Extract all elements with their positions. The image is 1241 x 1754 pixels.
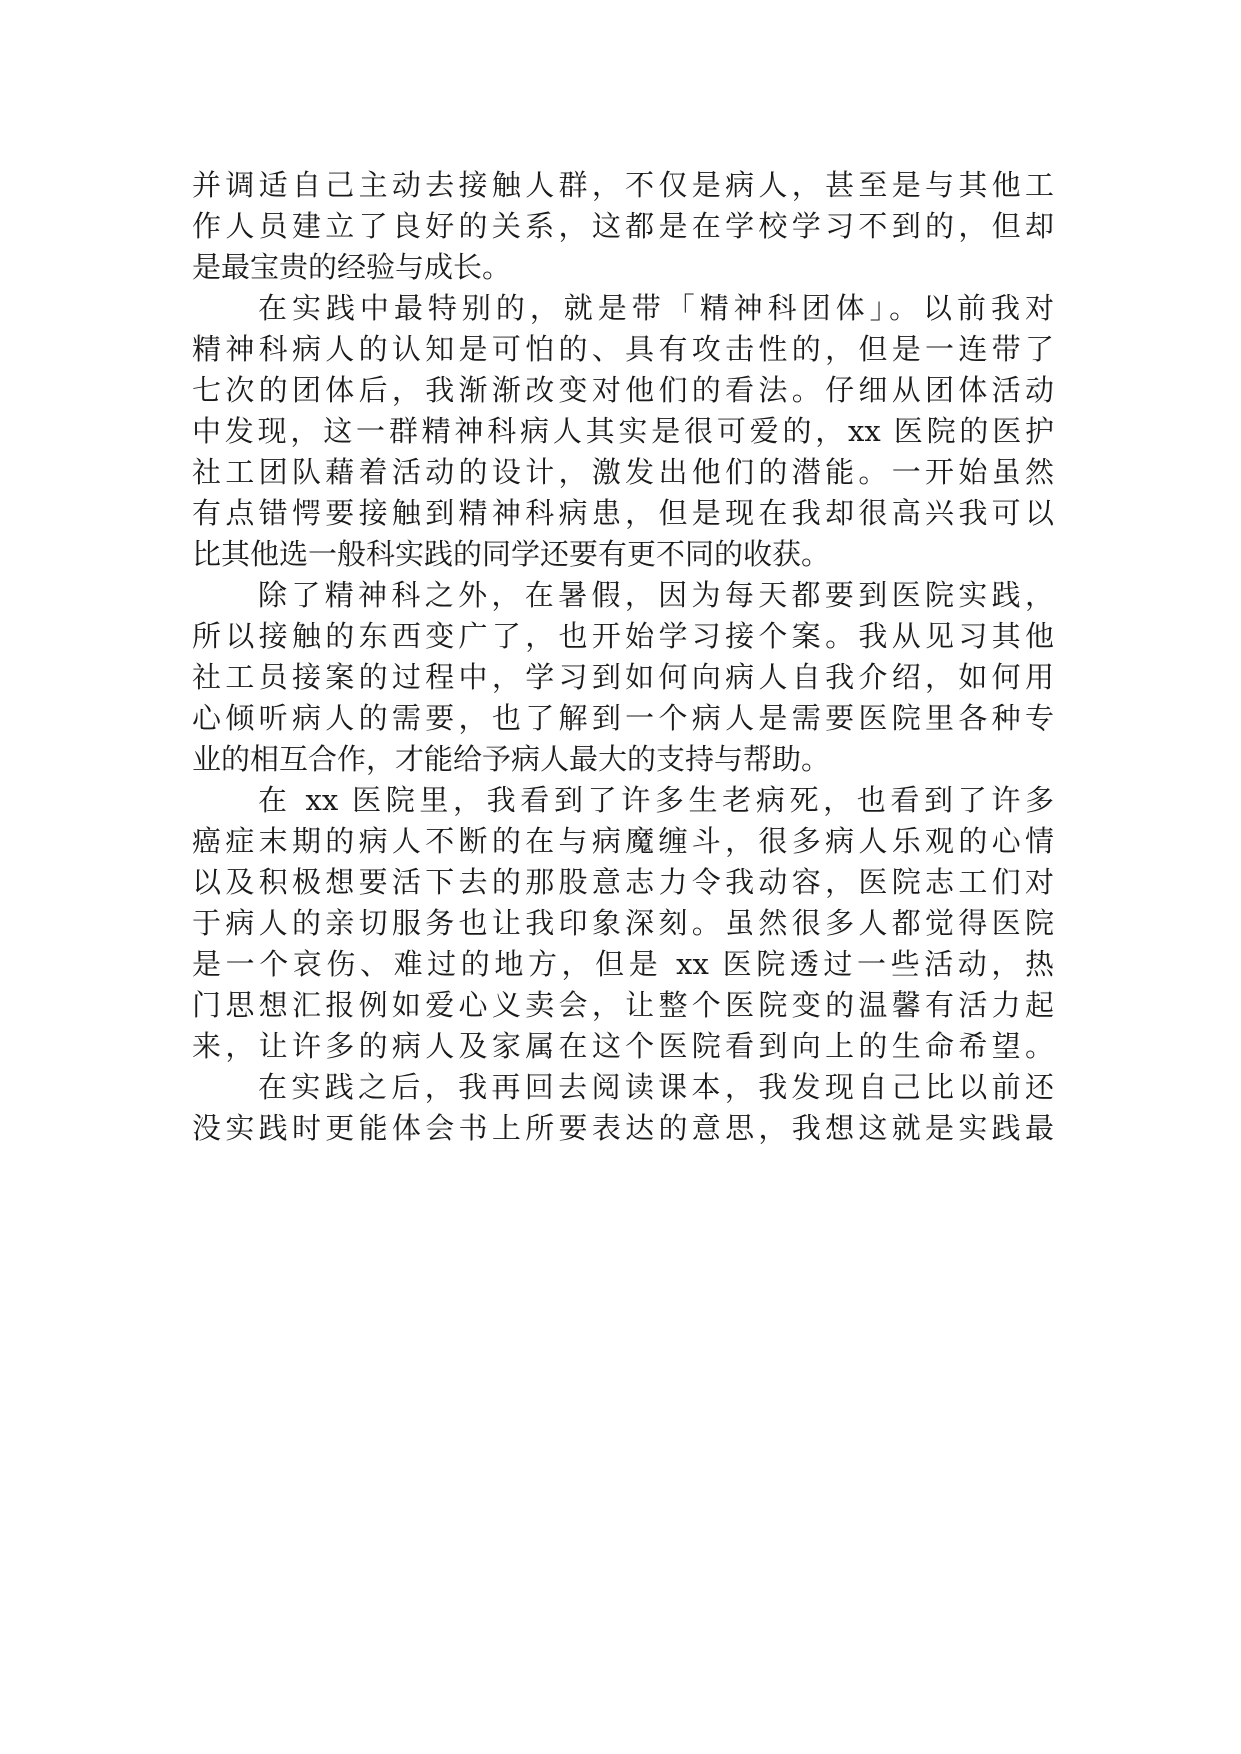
- text-line: 除了精神科之外，在暑假，因为每天都要到医院实践，: [258, 578, 1054, 612]
- text-line: 来，让许多的病人及家属在这个医院看到向上的生命希望。: [192, 1029, 1054, 1063]
- text-line: 七次的团体后，我渐渐改变对他们的看法。仔细从团体活动: [192, 373, 1054, 407]
- text-line: 在实践之后，我再回去阅读课本，我发现自己比以前还: [258, 1070, 1054, 1104]
- text-line: 中发现，这一群精神科病人其实是很可爱的，xx 医院的医护: [192, 414, 1054, 448]
- text-line: 门思想汇报例如爱心义卖会，让整个医院变的温馨有活力起: [192, 988, 1054, 1022]
- document-body: [192, 165, 1054, 1149]
- text-line: 作人员建立了良好的关系，这都是在学校学习不到的，但却: [192, 209, 1054, 243]
- text-line: 比其他选一般科实践的同学还要有更不同的收获。: [192, 537, 831, 571]
- text-line: 癌症末期的病人不断的在与病魔缠斗，很多病人乐观的心情: [192, 824, 1054, 858]
- text-line: 于病人的亲切服务也让我印象深刻。虽然很多人都觉得医院: [192, 906, 1054, 940]
- text-line: 没实践时更能体会书上所要表达的意思，我想这就是实践最: [192, 1111, 1054, 1145]
- text-line: 以及积极想要活下去的那股意志力令我动容，医院志工们对: [192, 865, 1054, 899]
- text-line: 在实践中最特别的，就是带「精神科团体」。以前我对: [258, 291, 1054, 325]
- text-line: 并调适自己主动去接触人群，不仅是病人，甚至是与其他工: [192, 168, 1054, 202]
- text-line: 是最宝贵的经验与成长。: [192, 250, 512, 284]
- text-line: 有点错愕要接触到精神科病患，但是现在我却很高兴我可以: [192, 496, 1054, 530]
- text-line: 社工员接案的过程中，学习到如何向病人自我介绍，如何用: [192, 660, 1054, 694]
- text-line: 在 xx 医院里，我看到了许多生老病死，也看到了许多: [258, 783, 1054, 817]
- text-line: 社工团队藉着活动的设计，激发出他们的潜能。一开始虽然: [192, 455, 1054, 489]
- text-line: 精神科病人的认知是可怕的、具有攻击性的，但是一连带了: [192, 332, 1054, 366]
- text-line: 是一个哀伤、难过的地方，但是 xx 医院透过一些活动，热: [192, 947, 1054, 981]
- text-line: 所以接触的东西变广了，也开始学习接个案。我从见习其他: [192, 619, 1054, 653]
- text-line: 业的相互合作，才能给予病人最大的支持与帮助。: [192, 742, 831, 776]
- text-line: 心倾听病人的需要，也了解到一个病人是需要医院里各种专: [192, 701, 1054, 735]
